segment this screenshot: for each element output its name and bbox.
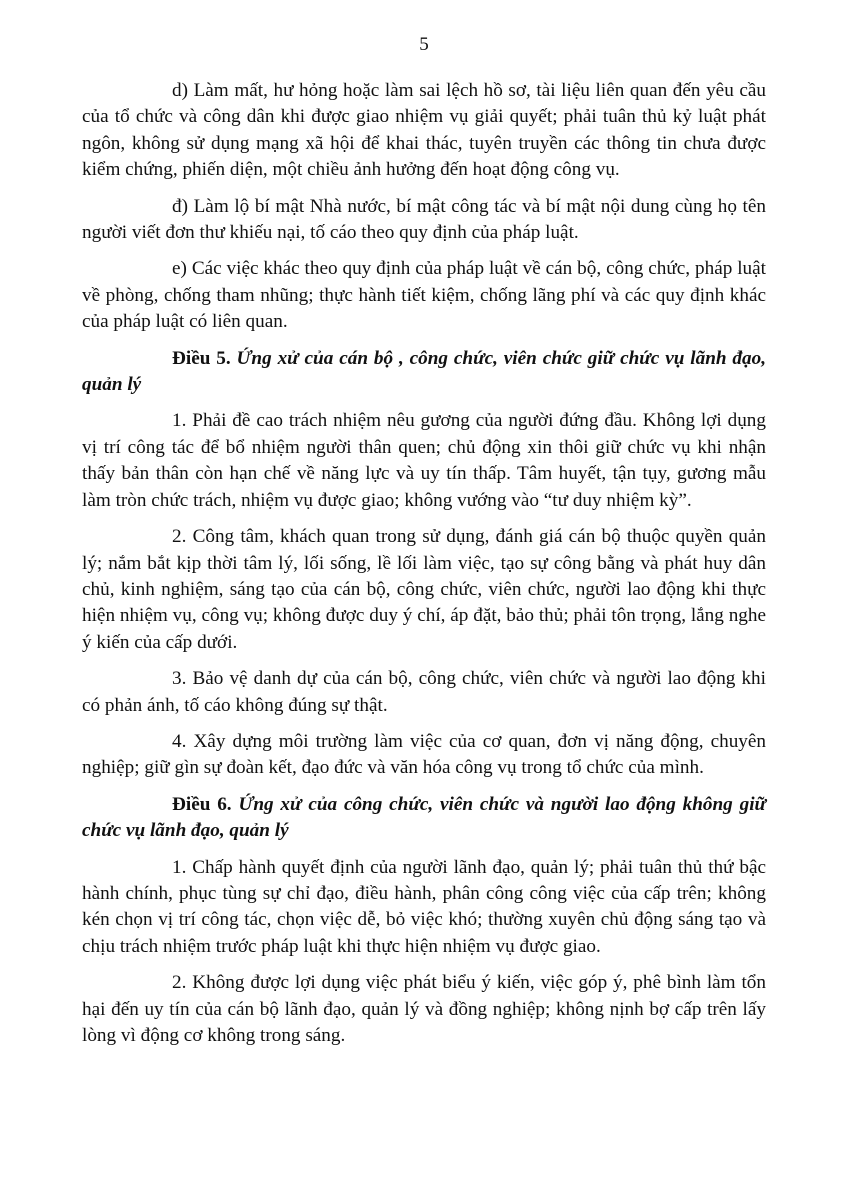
article-5-number: Điều 5. (172, 347, 231, 369)
article-5-clause-2: 2. Công tâm, khách quan trong sử dụng, đánh giá cán bộ thuộc quyền quản lý; nắm bắt kịp thời tâm lý, lối sống, lề lối làm việc, tạo sự công bằng và phát huy dân chủ, kinh nghiệm, sáng tạo của cán bộ, công chức, viên chức, người lao động khi thực hiện nhiệm vụ, công vụ; không được duy ý chí, áp đặt, bảo thủ; phải tôn trọng, lắng nghe ý kiến của cấp dưới. (82, 526, 766, 653)
paragraph-item-dd: đ) Làm lộ bí mật Nhà nước, bí mật công tác và bí mật nội dung cùng họ tên người viết đơn thư khiếu nại, tố cáo theo quy định của pháp luật. (82, 195, 766, 244)
article-6-clause-2: 2. Không được lợi dụng việc phát biểu ý kiến, việc góp ý, phê bình làm tổn hại đến uy tín của cán bộ lãnh đạo, quản lý và đồng nghiệp; không nịnh bợ cấp trên lấy lòng vì động cơ không trong sáng. (82, 972, 766, 1046)
document-body (82, 78, 766, 1059)
paragraph-item-e: e) Các việc khác theo quy định của pháp luật về cán bộ, công chức, pháp luật về phòng, chống tham nhũng; thực hành tiết kiệm, chống lãng phí và các quy định khác của pháp luật có liên quan. (82, 258, 766, 333)
paragraph-item-d: d) Làm mất, hư hỏng hoặc làm sai lệch hồ sơ, tài liệu liên quan đến yêu cầu của tổ chức và công dân khi được giao nhiệm vụ giải quyết; phải tuân thủ kỷ luật phát ngôn, không sử dụng mạng xã hội để khai thác, tuyên truyền các thông tin chưa được kiểm chứng, phiến diện, một chiều ảnh hưởng đến hoạt động công vụ. (82, 80, 766, 181)
article-6-number: Điều 6. (172, 793, 232, 815)
page-number: 5 (419, 34, 429, 55)
article-5-title: Ứng xử của cán bộ , công chức, viên chức giữ chức vụ lãnh đạo, quản lý (82, 347, 767, 396)
article-6-heading (82, 792, 766, 845)
article-5-heading (82, 346, 766, 399)
article-5-clause-3: 3. Bảo vệ danh dự của cán bộ, công chức, viên chức và người lao động khi có phản ánh, tố cáo không đúng sự thật. (82, 668, 766, 716)
article-5-clause-4: 4. Xây dựng môi trường làm việc của cơ quan, đơn vị năng động, chuyên nghiệp; giữ gìn sự đoàn kết, đạo đức và văn hóa công vụ trong tổ chức của mình. (82, 730, 766, 779)
article-6-clause-1: 1. Chấp hành quyết định của người lãnh đạo, quản lý; phải tuân thủ thứ bậc hành chính, phục tùng sự chỉ đạo, điều hành, phân công công việc của cấp trên; không kén chọn vị trí công tác, chọn việc dễ, bỏ việc khó; thường xuyên chủ động sáng tạo và chịu trách nhiệm trước pháp luật khi thực hiện nhiệm vụ được giao. (82, 856, 766, 957)
article-6-title: Ứng xử của công chức, viên chức và người lao động không giữ chức vụ lãnh đạo, quản lý (82, 793, 767, 842)
article-5-clause-1: 1. Phải đề cao trách nhiệm nêu gương của người đứng đầu. Không lợi dụng vị trí công tác để bổ nhiệm người thân quen; chủ động xin thôi giữ chức vụ khi nhận thấy bản thân còn hạn chế về năng lực và uy tín thấp. Tâm huyết, tận tụy, gương mẫu làm tròn chức trách, nhiệm vụ được giao; không vướng vào “tư duy nhiệm kỳ”. (82, 410, 766, 511)
